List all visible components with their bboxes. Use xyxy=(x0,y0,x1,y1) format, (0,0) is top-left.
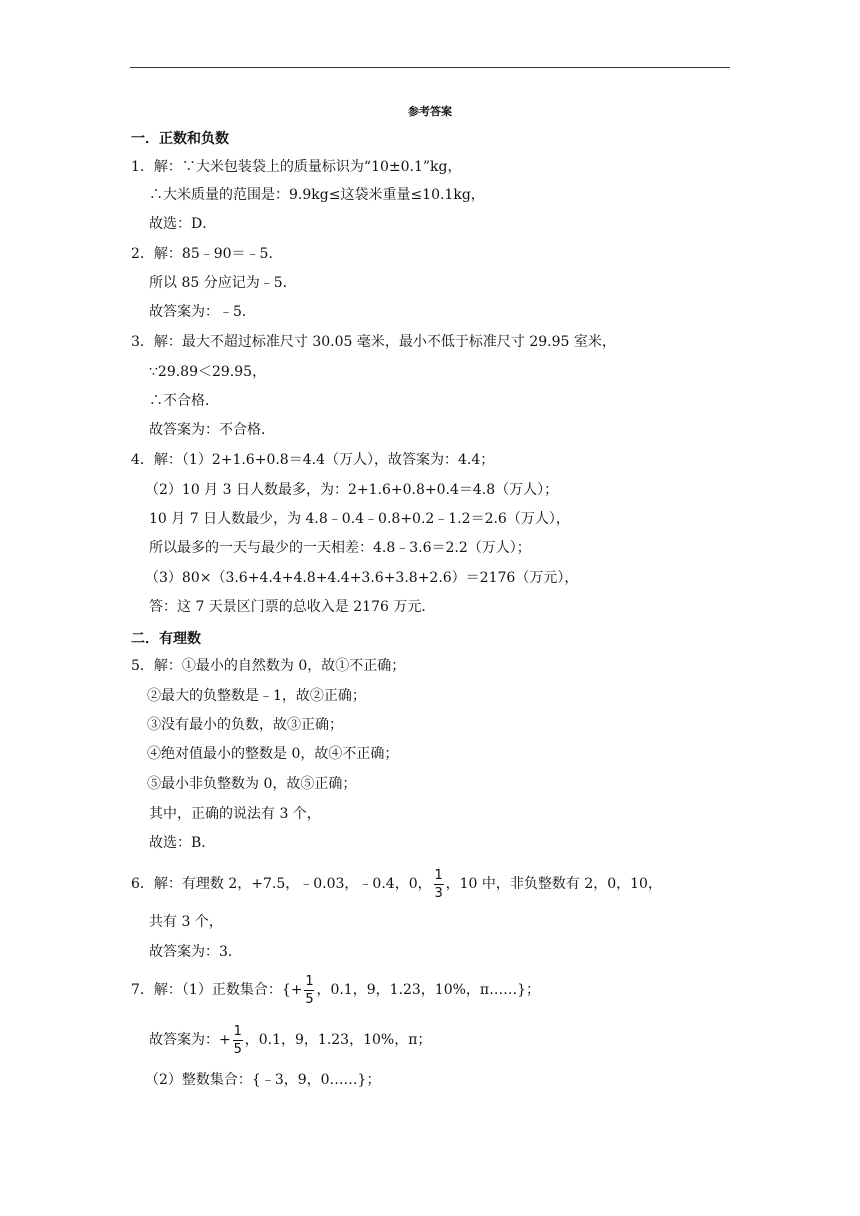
answer-line: 10 月 7 日人数最少，为 4.8﹣0.4﹣0.8+0.2﹣1.2＝2.6（万人）， xyxy=(149,511,570,527)
answer-line: 2．解：85﹣90＝﹣5． xyxy=(131,246,283,262)
header-rule xyxy=(130,67,730,68)
answer-line: （2）整数集合：{﹣3，9，0……}； xyxy=(145,1072,381,1088)
answer-line-with-fraction: 7．解：（1）正数集合：{+ $\frac{1}{5}$ ，0.1，9，1.23，10%，π……}； xyxy=(131,973,541,1007)
answer-line: ③没有最小的负数，故③正确； xyxy=(147,717,343,733)
answer-line: （3）80×（3.6+4.4+4.8+4.4+3.6+3.8+2.6）＝2176（万元）， xyxy=(145,570,579,586)
answer-line: 故选：B． xyxy=(149,835,216,851)
answer-line: 故选：D． xyxy=(149,216,217,232)
answer-line: 4．解：（1）2+1.6+0.8＝4.4（万人），故答案为：4.4； xyxy=(131,452,495,468)
fraction: $\frac{1}{3}$ xyxy=(434,867,443,901)
section-heading-2: 二．有理数 xyxy=(131,631,201,647)
answer-line: 故答案为：3． xyxy=(149,944,242,960)
answer-line: 故答案为：不合格． xyxy=(149,422,275,438)
answer-line: 1．解：∵大米包装袋上的质量标识为“10±0.1”kg， xyxy=(131,159,462,175)
section-heading-1: 一．正数和负数 xyxy=(131,131,229,147)
answer-line-with-fraction: 故答案为：+ $\frac{1}{5}$ ，0.1，9，1.23，10%，π； xyxy=(149,1023,432,1057)
answer-line-with-fraction: 6．解：有理数 2，+7.5，﹣0.03，﹣0.4，0， $\frac{1}{3}$ ，10 中，非负整数有 2，0，10， xyxy=(131,867,662,901)
answer-line: ②最大的负整数是﹣1，故②正确； xyxy=(147,688,366,704)
fraction: $\frac{1}{5}$ xyxy=(233,1023,242,1057)
answer-line: ⑤最小非负整数为 0，故⑤正确； xyxy=(147,776,357,792)
answer-line: 其中，正确的说法有 3 个， xyxy=(149,806,321,822)
answer-line: 故答案为：﹣5． xyxy=(149,304,256,320)
answer-line: （2）10 月 3 日人数最多，为：2+1.6+0.8+0.4＝4.8（万人）； xyxy=(145,482,559,498)
answer-line: 所以 85 分应记为﹣5． xyxy=(149,275,297,291)
answer-line: ④绝对值最小的整数是 0，故④不正确； xyxy=(147,746,399,762)
answer-line: 共有 3 个， xyxy=(149,914,223,930)
fraction: $\frac{1}{5}$ xyxy=(305,973,314,1007)
answer-line: 所以最多的一天与最少的一天相差：4.8﹣3.6＝2.2（万人）； xyxy=(149,540,531,556)
answer-line: ∵29.89＜29.95， xyxy=(149,364,267,380)
answer-line: 答：这 7 天景区门票的总收入是 2176 万元． xyxy=(149,599,436,615)
answer-line: ∴大米质量的范围是：9.9kg≤这袋米重量≤10.1kg， xyxy=(149,187,485,203)
answer-line: ∴不合格． xyxy=(149,393,219,409)
page-title: 参考答案 xyxy=(408,105,452,118)
answer-line: 3．解：最大不超过标准尺寸 30.05 毫米，最小不低于标准尺寸 29.95 室米， xyxy=(131,334,616,350)
answer-line: 5．解：①最小的自然数为 0，故①不正确； xyxy=(131,658,406,674)
